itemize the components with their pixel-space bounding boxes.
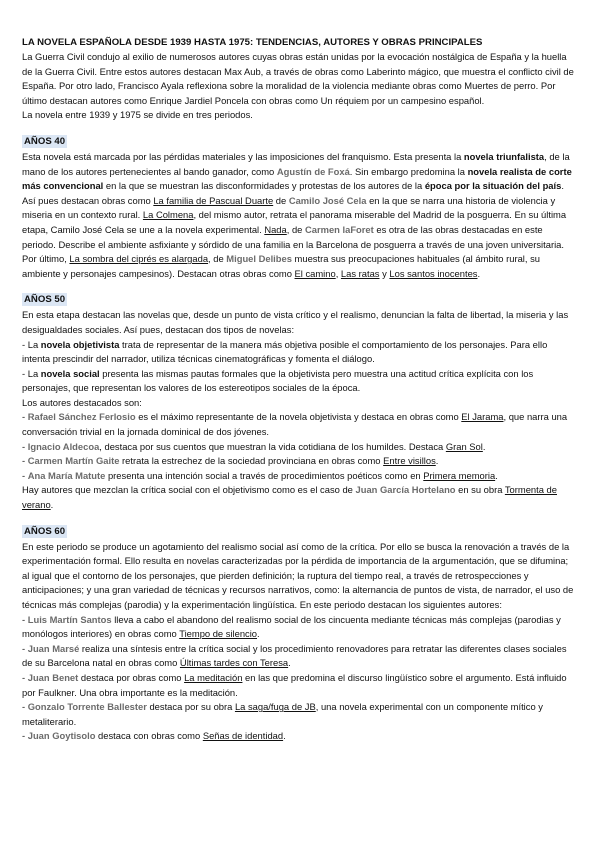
text: Hay autores que mezclan la crítica social con el objetivismo como es el caso de (22, 484, 356, 496)
novel-type-objetivista (22, 338, 578, 367)
work-title: La familia de Pascual Duarte (153, 194, 274, 206)
text: en su obra (455, 484, 505, 496)
author-name: Ignacio Aldecoa (27, 440, 100, 452)
text: de (273, 194, 289, 206)
text: , que narra una conversación trivial en la jornada dominical de dos jóvenes. (22, 411, 568, 438)
text: - (22, 701, 28, 713)
section-anos-50 (22, 289, 578, 512)
section-anos-40 (22, 131, 578, 281)
section-heading: AÑOS 40 (24, 135, 66, 147)
text: - (22, 613, 28, 625)
text: en la que se muestran las disconformidades y protestas de los autores de la (103, 180, 425, 192)
author-item (22, 671, 578, 700)
text: , (335, 267, 341, 279)
work-title: Primera memoria (423, 469, 496, 481)
section-heading: AÑOS 60 (24, 525, 66, 537)
text: presenta las mismas pautas formales que la objetivista pero muestra una actitud crítica explícita con los personajes, que representan los valores de los estereotipos sociales de la época. (22, 367, 534, 394)
work-title: La saga/fuga de JB (234, 701, 316, 713)
text: en la que se narra una historia de violencia y miseria en un contexto rural. (22, 194, 556, 221)
text: - (22, 671, 28, 683)
author-item (22, 642, 578, 671)
section-paragraph (22, 150, 578, 281)
author-name: Ana María Matute (27, 469, 106, 481)
text: . (482, 440, 486, 452)
work-title: Últimas tardes con Teresa (179, 657, 289, 669)
section-heading: AÑOS 50 (24, 294, 66, 306)
text: - (22, 730, 28, 742)
work-title: Nada (264, 223, 287, 235)
text: . (288, 657, 291, 669)
work-title: Entre visillos (383, 455, 436, 467)
bold-term: novela realista de corte más convencional (22, 165, 572, 192)
section-intro: En este periodo se produce un agotamiento del realismo social así como de la crítica. Por ello se busca la renovación a través de la experimentación formal. Ello resulta en novelas caracterizadas por la pérdida de importancia de la argumentación, que se difumina; al igual que el contorno de los personajes, que pierden definición; la ruptura del tiempo real, a través de retrospecciones y anticipaciones; y una gran variedad de técnicas y recursos narrativos, como: la alternancia de puntos de vista, de narrador, el uso de técnicas más complejas (parodia) y la experimentación lingüística. En este periodo destacan los siguientes autores: (22, 540, 574, 610)
author-item (22, 469, 578, 484)
text: en las que predomina el discurso lingüístico sobre el argumento. Está influido por Faulkner. Una obra importante es la meditación. (22, 671, 567, 698)
author-item (22, 410, 578, 439)
work-title: El camino (294, 267, 336, 279)
text: lleva a cabo el abandono del realismo social de los cincuenta mediante técnicas más complejas (parodias y monólogos interiores) en obras como (22, 613, 561, 640)
author-name: Juan Benet (27, 671, 79, 683)
author-name: Juan Marsé (27, 642, 80, 654)
text: - (22, 642, 28, 654)
work-title: El Jarama (461, 411, 504, 423)
author-item (22, 454, 578, 469)
bold-term: novela objetivista (40, 338, 120, 350)
text: , del mismo autor, retrata el panorama miserable del Madrid de la posguerra. En su última etapa, Camilo José Cela se une a la novela experimental. (22, 209, 567, 235)
section-anos-60 (22, 521, 578, 744)
authors-label: Los autores destacados son: (22, 396, 142, 408)
text: . (257, 628, 260, 640)
author-name: Agustín de Foxá (276, 165, 350, 177)
text: , de la mano de los autores pertenecientes al bando ganador, como (22, 150, 570, 177)
text: realiza una síntesis entre la crítica social y los procedimiento renovadores para retratar las diferentes clases sociales de su Barcelona natal en obras como (22, 642, 567, 669)
author-item (22, 613, 578, 642)
bold-term: novela triunfalista (463, 150, 545, 162)
author-name: Camilo José Cela (288, 194, 367, 206)
author-name: Carmen Martín Gaite (27, 455, 120, 467)
work-title: La Colmena (142, 209, 194, 221)
intro-periods-paragraph: La novela entre 1939 y 1975 se divide en tres periodos. (22, 109, 253, 121)
text: es otra de las obras destacadas en este periodo. Describe el ambiente asfixiante y sórdido de una familia en la Barcelona de posguerra a través de una joven universitaria. Por último, (22, 223, 564, 265)
text: . (495, 469, 498, 481)
work-title: Gran Sol (445, 440, 483, 452)
text: , destaca por sus cuentos que muestran la vida cotidiana de los humildes. Destaca (99, 440, 446, 452)
text: Esta novela está marcada por las pérdidas materiales y las imposiciones del franquismo. Esta presenta la (22, 150, 464, 162)
work-title: La meditación (184, 671, 243, 683)
text: - (22, 469, 28, 481)
work-title: Tormenta de verano (22, 484, 557, 511)
work-title: Los santos inocentes (389, 267, 478, 279)
novel-type-social (22, 367, 578, 396)
text: y (379, 267, 390, 279)
intro-paragraph: La Guerra Civil condujo al exilio de numerosos autores cuyas obras están unidas por la evocación nostálgica de España y la huella de la Guerra Civil. Entre estos autores destacan Max Aub, a través de obras como Laberinto mágico, que muestra el conflicto civil de España. Por otro lado, Francisco Ayala reflexiona sobre la moralidad de la violencia mediante obras como Muertes de perro. Por último destacan autores como Enrique Jardiel Poncela con obras como Un réquiem por un campesino español. (22, 51, 574, 106)
text: , de (208, 253, 227, 265)
text: destaca por su obra (146, 701, 235, 713)
text: , de (286, 223, 305, 235)
author-item (22, 700, 578, 729)
text: - La (22, 338, 41, 350)
bold-term: novela social (40, 367, 100, 379)
text: destaca con obras como (95, 730, 203, 742)
author-name: Gonzalo Torrente Ballester (27, 701, 147, 713)
work-title: Las ratas (340, 267, 380, 279)
text: . (50, 499, 54, 511)
text: - (22, 411, 28, 423)
text: - (22, 455, 28, 467)
text: - (22, 440, 28, 452)
author-name: Rafael Sánchez Ferlosio (27, 411, 136, 423)
intro-section (22, 50, 578, 123)
author-name: Carmen laForet (305, 223, 374, 235)
author-name: Juan García Hortelano (355, 484, 456, 496)
work-title: Tiempo de silencio (179, 628, 258, 640)
work-title: Señas de identidad (202, 730, 284, 742)
text: presenta una intención social a través de procedimientos poéticos como en (105, 469, 424, 481)
work-title: La sombra del ciprés es alargada (69, 253, 209, 265)
text: . (283, 730, 286, 742)
author-item (22, 440, 578, 455)
text: . (477, 267, 481, 279)
text: destaca por obras como (78, 671, 185, 683)
text: trata de representar de la manera más objetiva posible el comportamiento de los personajes. Para ello intenta prescindir del narrador, utiliza técnicas cinematográficas y fomenta el diálogo. (22, 338, 548, 365)
mixed-authors-note (22, 483, 578, 512)
section-intro: En esta etapa destacan las novelas que, desde un punto de vista crítico y el realismo, denuncian la falta de libertad, la miseria y las desigualdades sociales. Así pues, destacan dos tipos de novelas: (22, 309, 569, 335)
bold-term: época por la situación del país (424, 180, 562, 192)
document-title: LA NOVELA ESPAÑOLA DESDE 1939 HASTA 1975: TENDENCIAS, AUTORES Y OBRAS PRINCIPALES (22, 37, 483, 48)
author-item (22, 729, 578, 744)
text: es el máximo representante de la novela objetivista y destaca en obras como (135, 411, 462, 423)
author-name: Luis Martín Santos (27, 613, 112, 625)
text: . Así pues destacan obras como (22, 180, 564, 206)
text: muestra sus preocupaciones habituales (al ámbito rural, su ambiente y personajes campesinos). Destacan otras obras como (22, 253, 540, 279)
text: , una novela experimental con un componente mítico y metaliterario. (22, 701, 543, 727)
text: - La (22, 367, 41, 379)
author-name: Juan Goytisolo (27, 730, 96, 742)
text: . Sin embargo predomina la (349, 165, 468, 177)
text: . (435, 455, 439, 467)
author-name: Miguel Delibes (226, 253, 292, 265)
text: retrata la estrechez de la sociedad provinciana en obras como (119, 455, 384, 467)
